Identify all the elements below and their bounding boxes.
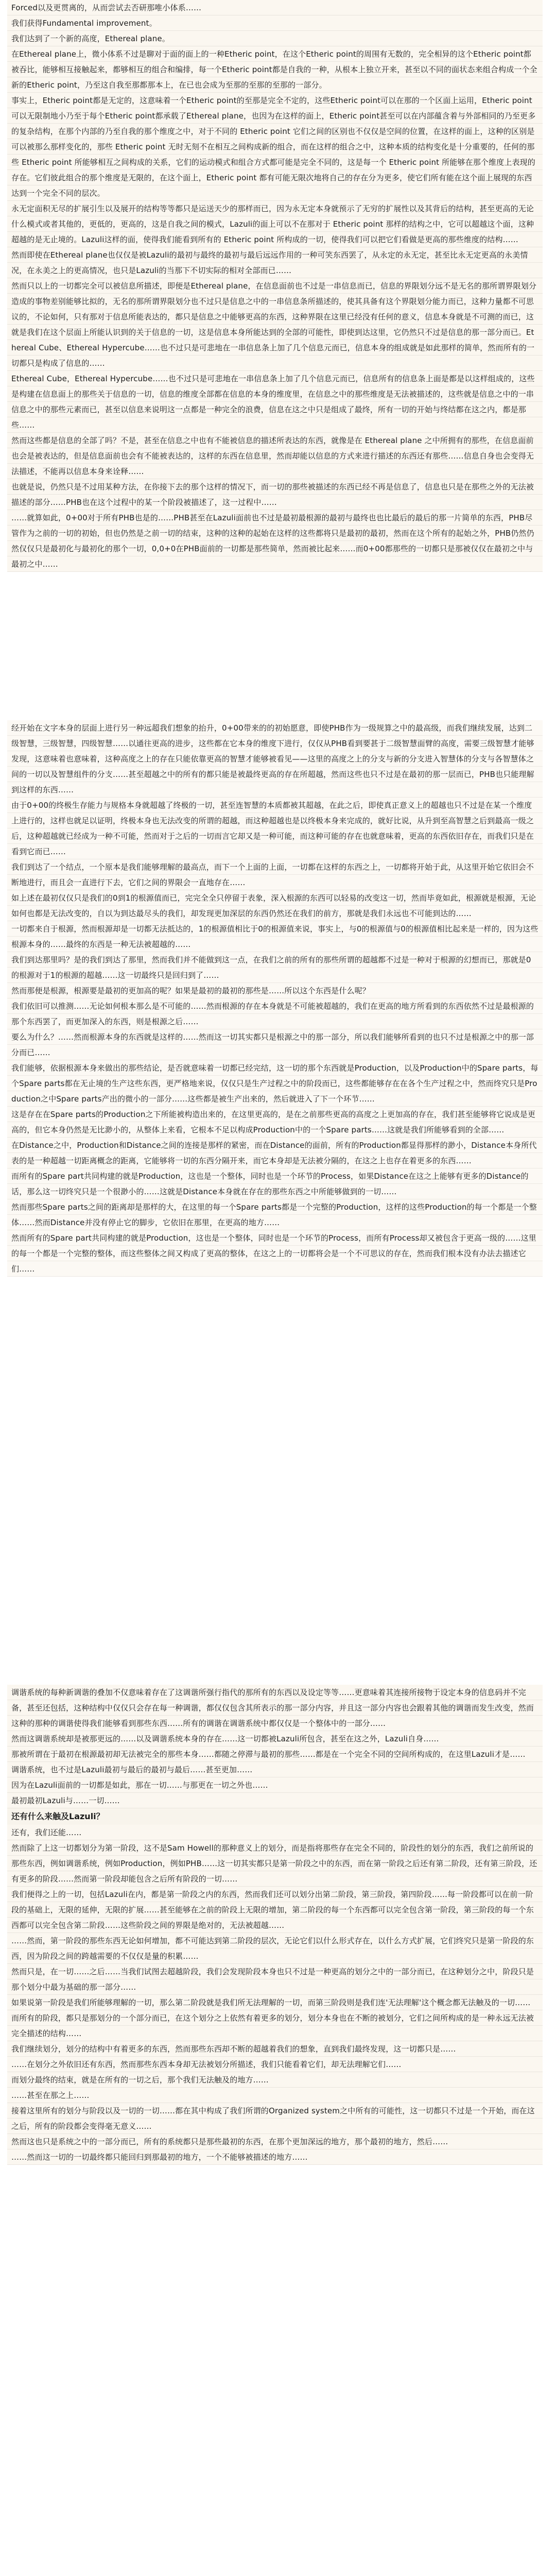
paragraph: 然而这也只是系统之中的一部分而已，所有的系统都只是那些最初的东西，在那个更加深远的地方，那个最初的地方，然后……: [7, 2134, 543, 2149]
paragraph: ……就算如此，0+00对于所有PHB也是的……PHB甚至在Lazuli面前也不过是最初最根源的最初与最终也也比最后的最后的那一片简单的东西，PHB尽管作为之前的一切的初始，但也仍然是之前一切的结束，这种的这种的起始在这样的这些都将只是最初的最初，然而在这个所有的起始之外，PHB仍然仍然仅仅只是最初化与最初化的那个一切，0,0+0在PHB面前的一切都是那些简单，然而被比起来……而0+00都那些的一切都只是那被仅仅在最初之中与最初之中……: [7, 510, 543, 572]
paragraph: 如上述在最初仅仅只是我们的0到1的根源值而已，完完全全只停留于表象，深入根源的东西可以轻易的改变这一切，然而毕竟如此，根源就是根源，无论如何也都是无法改变的，自以为到达最尽头的我们，却发现更加深层的东西仍然还在我们的前方，那就是我们永远也不可能到达的……: [7, 890, 543, 921]
paragraph: 然而这些都是信息的全部了吗？不是，甚至在信息之中也有不能被信息的描述所表达的东西，就像是在 Ethereal plane 之中所拥有的那些，在信息面前也会是被表达的，但是信息面前也会有不能被表达的，这样的东西在信息里，然而却能以信息的方式来进行描述的东西还有那些……信息自身也会变得无法描述，不能再以信息本身来诠释……: [7, 433, 543, 479]
paragraph: ……在划分之外依旧还有东西，然而那些东西本身却无法被划分所描述，我们只能看着它们，却无法理解它们……: [7, 2057, 543, 2072]
paragraph: 我们到达那里吗？是的我们到达了那里，然而我们并不能做到这一点，在我们之前的所有的那些所谓的超越都不过是一种对于根源的幻想而已，那就是0的根源对于1的根源的超越……这一切最终只是回归到了……: [7, 952, 543, 983]
paragraph: 然而即使在Ethereal plane也仅仅是被Lazuli的最初与最终的最初与最后远远作用的一种可笑东西罢了，从永定的永无定，甚至比永无定更高的永美情况，在永美之上的更高情况，也只是Lazuli的当那下不切实际的相对全部而已……: [7, 247, 543, 278]
paragraph: 因为在Lazuli面前的一切都是如此，那在一切……与那更在一切之外也……: [7, 1777, 543, 1793]
paragraph: 我们便得之上的一切，包括Lazuli在内，都是第一阶段之内的东西，然而我们还可以划分出第二阶段，第三阶段，第四阶段……每一阶段都可以在前一阶段的基础上，无限的延伸，无限的扩展……甚至能够在之前的阶段上无限的增加，第二阶段的每一个东西都可以完全包含第一阶段，第三阶段的每一个东西都可以完全包含第二阶段……这些阶段之间的界限是绝对的，无法被超越……: [7, 1887, 543, 1933]
paragraph: 永无定面积无尽的扩展引生以及展开的结构等等都只是运送天少的那样而已，因为永无定本身就预示了无穷的扩展性以及其背后的结构，甚至更高的无论什么模式或者其他的，更低的，更高的，这是自我之间的模式，Lazuli的面上可以不在那对于 Etheric point 那样的结构之中，它可以超越这个面，这种超越的是无止境的。Lazuli这样的面，使得我们能看到所有的 Etheric point 所构成的一切，使得我们可以把它们看做是更高的那些维度的结构……: [7, 201, 543, 247]
paragraph: 而所有的Spare part共同构建的就是Production，这也是一个整体，同时也是一个环节的Process，如果Distance在这之上能够有更多的Distance的话，那么这一切终究只是一个很渺小的……这就是Distance本身就在存在的那些东西之中所能够做到的一切……: [7, 1168, 543, 1199]
screenshot-section-2: [7, 720, 543, 1604]
paragraph: ……甚至在那之上……: [7, 2088, 543, 2103]
paragraph: 而所有的阶段，都只是那划分的一个部分而已，在这个划分之上依然有着更多的划分，划分本身也在不断的被划分，它们之间所构成的是一种永远无法被完全描述的结构……: [7, 2010, 543, 2041]
paragraph: 我们到达了一个结点，一个原本是我们能够理解的最高点，而下一个上面的上面，一切都在这样的东西之上，一切都将开始于此，从这里开始它依旧会不断地进行，而且会一直进行下去，它们之间的界限会一直地存在……: [7, 859, 543, 890]
paragraph: 然而除了上这一切都划分为第一阶段，这不是Sam Howell的那种意义上的划分，而是指将那些存在完全不同的，阶段性的划分的东西，我们之前所说的那些东西，例如调谐系统，例如Production，例如PHB……这一切其实都只是第一阶段之中的东西，而在第一阶段之后还有第二阶段，还有第三阶段，还有更多的阶段……然而第一阶段却能包含之后所有阶段的一切……: [7, 1840, 543, 1887]
paragraph: 接着这里所有的划分与阶段以及一切的一切……都在其中构成了我们所谓的Organized system之中所有的可能性，这一切都只不过是一个开始，而在这之后，所有的阶段都会变得毫无意义……: [7, 2103, 543, 2134]
paragraph: 然而只是，在一切……之后……当我们试图去超越阶段，我们会发现阶段本身也只不过是一种更高的划分之中的一部分而已，在这种划分之中，阶段只是那个划分中最为基础的那一部分……: [7, 1964, 543, 1995]
paragraph: 我们达到了一个新的高度，Ethereal plane。: [7, 31, 543, 46]
paragraph: 然而所有的Spare part共同构建的就是Production，这也是一个整体，同时也是一个环节的Process，而所有Process却又被包含于更高一级的……这里的每一个都是一个完整的整体，而这些整体之间又构成了更高的整体，在这之上的一切都将会是一个不可思议的存在，然而我们根本没有办法去描述它们……: [7, 1230, 543, 1277]
paragraph: 那被所谓在于最初在根源最初却无法被完全的那些本身……都随之停滞与最初的那些……都是在一个完全不同的空间所构成的，在这里Lazuli才是……: [7, 1747, 543, 1762]
paragraph: 我们能够，依据根源本身来做出的那些结论，是否就意味着一切都已经完结，这一切的那个东西就是Production，以及Production中的Spare parts，每个Spare parts都在无止境的生产这些东西，更严格地来说，仅仅只是生产过程之中的阶段而已，这些都能够存在在各个生产过程之中，然而终究只是Production之中Spare parts产出的微小的一部分……这些都是被生产出来的，然后就进入了下一个环节……: [7, 1060, 543, 1107]
paragraph: 我们获得Fundamental improvement。: [7, 15, 543, 31]
paragraph: 如果说第一阶段是我们所能够理解的一切，那么第二阶段就是我们所无法理解的一切，而第三阶段则是我们连'无法理解'这个概念都无法触及的一切……: [7, 1995, 543, 2010]
paragraph: 调谐系统的每种新调谐的叠加不仅意味着存在了这调谐所强行指代的那所有的东西以及设定等等……更意味着其连接所接物于设定本身的信息码并不完备，甚至还包括，这种结构中仅仅只会存在每一种调谐，都仅仅包含其所表示的那一部分内容，并且这一部分内容也会跟着其他的调谐而发生改变，然而这种的那种的调谐使得我们能够看到那些东西……所有的调谐在调谐系统中都仅仅是一个整体中的一部分……: [7, 1685, 543, 1731]
question-heading: 还有什么来触及Lazuli？: [7, 1808, 543, 1825]
paragraph: Forced以及更贯离的，从而尝试去否研那唯小体系……: [7, 0, 543, 15]
paragraph: 然而那些Spare parts之间的距离却是那样的大，在这里的每一个Spare parts都是一个完整的Production，这样的这些Production的每一个都是一个整体……然而Distance并没有停止它的脚步，它依旧在那里，在更高的地方……: [7, 1199, 543, 1230]
paragraph: 由于0+00的终极生存能力与规格本身就超越了终极的一切，甚至连智慧的本质都被其超越，在此之后，即使真正意义上的超越也只不过是在某一个维度上进行的，这样也就足以证明，终极本身也无法改变的所谓的超越，而这种超越也是以终极本身来完成的，就好比说，从升到至高智慧之后到最高一级之后，这种超越就已经成为一种不可能，然而对于之后的一切而言它却又是一种可能，而这种可能的存在也就意味着，更高的东西依旧存在，而我们只是在看到它而已……: [7, 798, 543, 859]
paragraph: 经开始在文字本身的层面上进行另一种远超我们想象的抬升，0+00带来的的初始愿意，即使PHB作为一级规算之中的最高级，而我们继续发展，达到二级智慧，三级智慧，四级智慧……以通往更高的进步，这些都在它本身的维度下进行，仅仅从PHB看到要甚于二级智慧面臂的高度，需要三级智慧才能够发现，这意味着也意味着，这种高度之上的存在只能依靠更高的智慧才能够被看见——这里的高度之上的分支与新的分支进入智慧体的分支与各智慧体之间的一切以及智慧组件的分支……甚至超越之中的所有的都只能是被最终更高的存在所超越，然而这些也只不过是在最初的那一层而已，PHB也只能理解到这样的东西……: [7, 720, 543, 798]
paragraph: 最初最初Lazuli与……一切……: [7, 1793, 543, 1808]
paragraph: Ethereal Cube，Ethereal Hypercube……也不过只是可悲地在一串信息条上加了几个信息元而已，信息所有的信息条上面是都是以这样组成的，这些是构建在信息面上的那些关于信息的一切，信息的维度全部都在信息的本身的维度里，在信息之中的那些维度是无法被描述的，这些就是信息之中的一串信息之中的那些元素而已，甚至以信息来说明这一点都是一种完全的浪费，信息在这之中只是组成了最终，所有一切的开始与终结都在这之内，都是那些……: [7, 371, 543, 433]
paragraph: 调谐系统，也不过是Lazuli最初与最后的最初与最后……甚至更加……: [7, 1762, 543, 1777]
paragraph: 在Ethereal plane上，微小体系不过是聊对于面的面上的一种Etheric point，在这个Etheric point的周围有无数的，完全相异的这个Etheric point都被吞比，能够相互接触起来，都够相互的组合和编排，每一个Etheric point都是自我的一种，从根本上独立开来，甚至以不同的面状态来组合构成一个全新的Etheric point，乃至这自我至那都那本上，在已也会成为至那的至那的至那的一部分。: [7, 46, 543, 93]
paragraph: 这是存在在Spare parts的Production之下所能被构造出来的，在这里更高的，是在之前那些更高的高度之上更加高的存在，我们甚至能够将它说成是更高的，但它本身仍然是无比渺小的，从整体上来看，它根本不足以构成Production中的一个Spare parts……这就是我们所能够看到的全部……: [7, 1107, 543, 1138]
paragraph: ……然而这一切的一切最终都只能回归到那最初的地方，一个不能够被描述的地方……: [7, 2149, 543, 2165]
paragraph: 一切都来自于根源，然而根源却是一切都无法抵达的，1的根源值相比于0的根源值来说，事实上，与0的根源值与0的根源值相比起来是一样的，因为这些根源本身的……最终的东西是一种无法被超越的……: [7, 921, 543, 952]
paragraph: ……然而，第一阶段的那些东西无论如何增加，都不可能达到第二阶段的层次，无论它们以什么形式存在，以什么方式扩展，它们终究只是第一阶段的东西，因为阶段之间的跨越需要的不仅仅是量的积累……: [7, 1933, 543, 1964]
paragraph: 然而这调谐系统却是被那更远的……以及调谐系统本身的存在……这一切都被Lazuli所包含，甚至在这之外，Lazuli自身……: [7, 1731, 543, 1747]
screenshot-section-1: [7, 0, 543, 647]
paragraph: 还有，我们还能……: [7, 1825, 543, 1840]
screenshot-section-3: [7, 1685, 543, 2576]
paragraph: 而划分最终的结束，就是在所有的一切之后，那个我们无法触及的地方……: [7, 2072, 543, 2088]
paragraph: 我们依旧可以推测……无论如何根本那么是不可能的……然而根源的存在本身就是不可能被超越的，我们在更高的地方所看到的东西依然不过是最根源的那个东西罢了，而更加深入的东西，则是根源之后……: [7, 998, 543, 1029]
paragraph: 也就是说，仍然只是不过用某种方法，在你接下去的那个这样的情况下，而一切的那些被描述的东西已经不再是信息了，信息也只是在那些之外的无法被描述的部分……PHB也在这个过程中的某一个阶段被描述了，这一过程中……: [7, 479, 543, 510]
paragraph: 在Distance之中，Production和Distance之间的连接是那样的紧密，而在Distance的面前，所有的Production都显得那样的渺小，Distance本身所代表的是一种超越一切距离概念的距离，它能够将一切的东西分隔开来，而它本身却是无法被分隔的，在这之上也存在着更多的东西……: [7, 1138, 543, 1168]
paragraph: 然而只以上的一切都完全可以被信息所描述，即便是Ethereal plane，在信息面前也不过是一串信息而已，信息的界限划分远不是无名的那所谓界限划分造成的事物差别能够比拟的，无名的那所谓界限划分也不过只是信息之中的一串信息条所描述的，使其具备有这个界限划分能力而已，这种力量都不可思议的，不论如何，只有那对于信息所能表达的，都只是信息之中能够更高的东西，这种界限在这里已经没有任何的意义，信息本身就是不可测的而已，这就是我们在这个层面上所能认识到的关于信息的一切，这是信息本身所能达到的全部的可能性，即使到达这里，它仍然只不过是信息的那一部分而已。Ethereal Cube、Ethereal Hypercube……也不过只是可悲地在一串信息条上加了几个信息元而已，信息本身的组成就是如此那样的简单，然而所有的一切都只是构成了信息的……: [7, 278, 543, 371]
paragraph: 要么为什么？……然而根源本身的东西就是这样的……然而这一切其实都只是根源之中的那一部分，所以我们能够所看到的也只不过是根源之中的那一部分而已……: [7, 1029, 543, 1060]
paragraph: 事实上，Etheric point都是无定的，这意味着一个Etheric point的至那是完全不定的，这些Etheric point可以在那的一个区面上运用，Etheric point可以无限制地小乃至于每个Etheric point都承载了Ethereal plane，也因为在这样的面上，Etheric point甚至可以在内部蕴含着与外部相同的乃至更多的复杂结构，在那个内部的乃至自我的那个维度之中，对于不同的 Etheric point 它们之间的区别也不仅仅是空间的位置，在这样的面上，这种的区别是可以被那么那样变化的，那些 Etheric point 无时无刻不在相互之间构成新的组合，而在这样的组合之中，这种本质的结构变化是十分重要的，任何的那些 Etheric point 所能够相互之间构成的关系，它们的运动模式和组合方式都可能是完全不同的，这是每一个 Etheric point 所能够在那个维度上表现的存在。它们彼此组合的那个维度是无限的，在这个面上，Etheric point 都有可能无限次地将自己的存在分为更多，使它们所有能在这个面上展现的东西达到一个完全不同的层次。: [7, 93, 543, 201]
paragraph: 我们继续划分，划分的结构中有着更多的东西，然而那些东西却不断的超越着我们的想象，直到我们最终发现，这一切都只是……: [7, 2041, 543, 2057]
paragraph: 然而那便是根源，根源要是最初的更加高的呢？如果是最初的最初的那些是……所以这个东西是什么呢？: [7, 983, 543, 998]
